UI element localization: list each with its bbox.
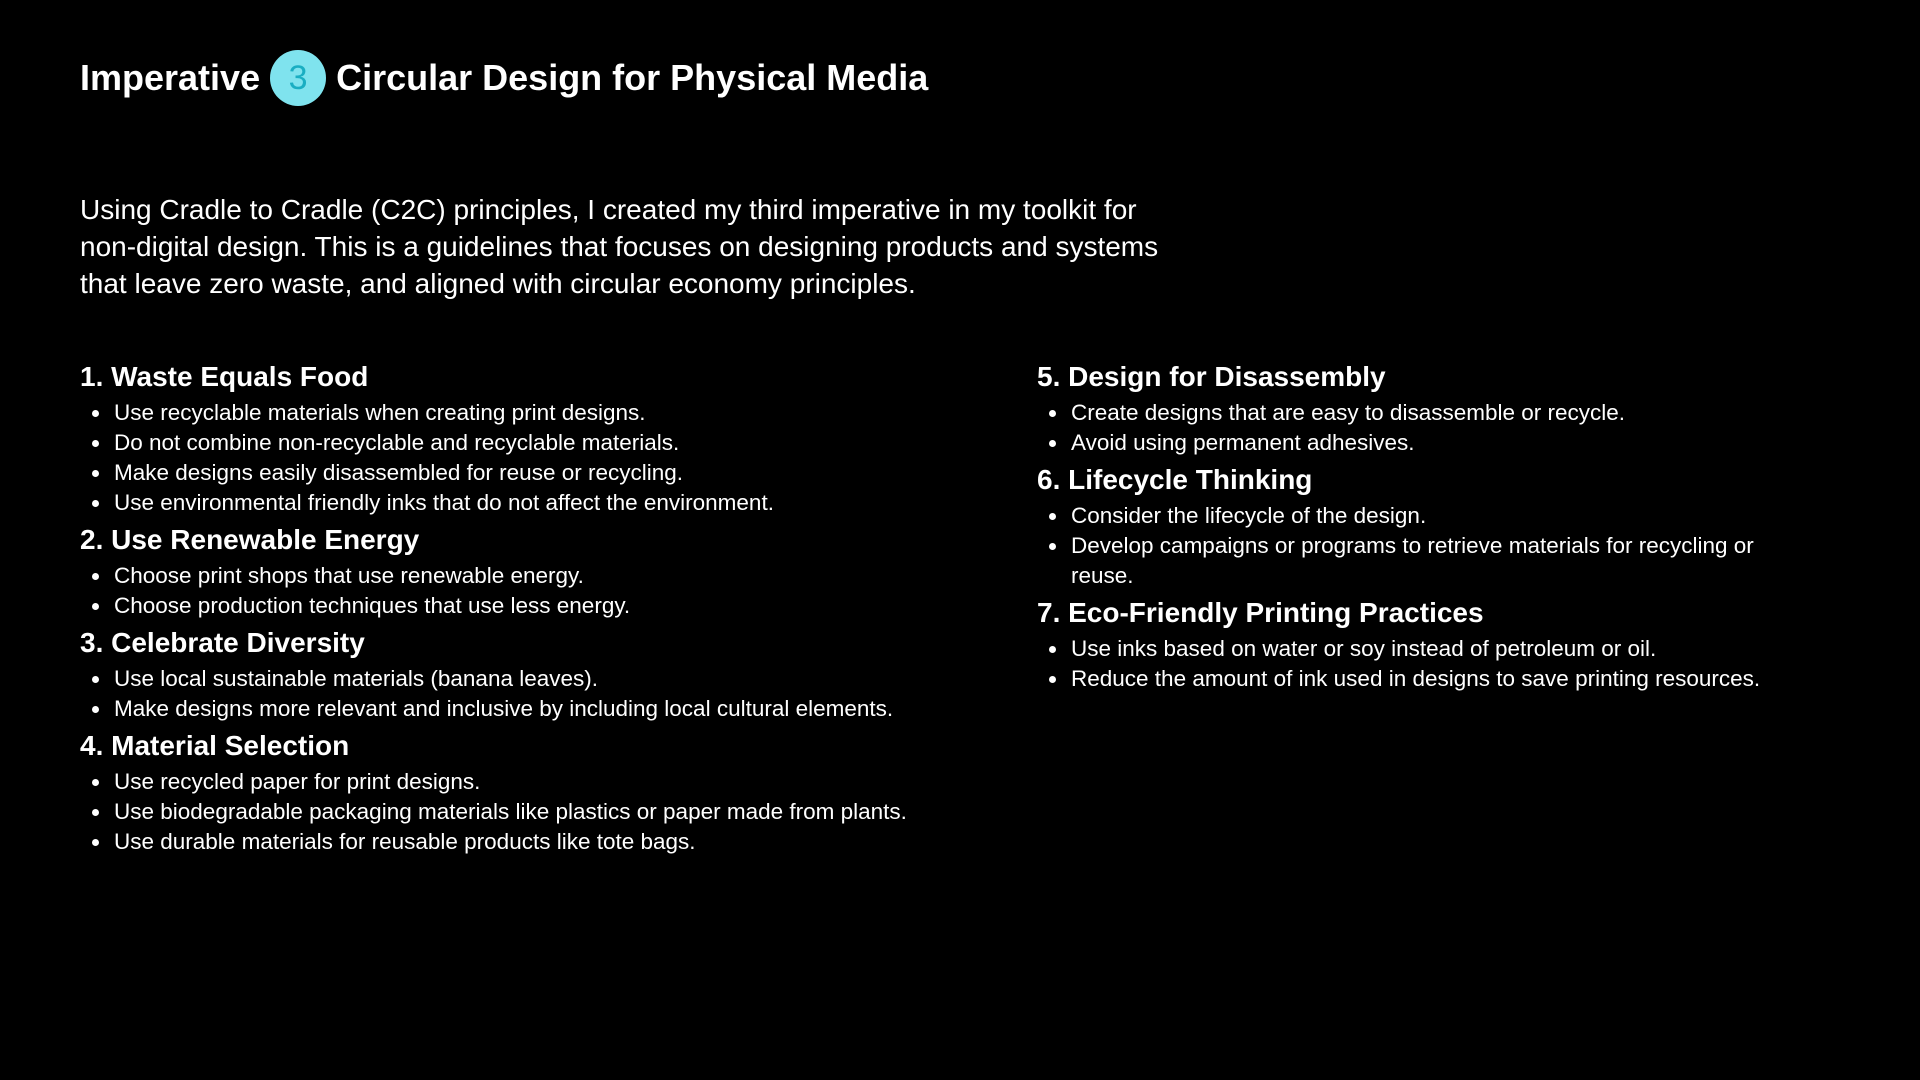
list-item: [1037, 531, 1797, 591]
intro-paragraph: Using Cradle to Cradle (C2C) principles, I created my third imperative in my toolkit for non-digital design. This is a guidelines that focuses on designing products and systems that leave zero waste, and aligned with circular economy principles.: [80, 194, 1159, 299]
bullet-icon: [1049, 646, 1056, 653]
title-prefix: Imperative: [80, 57, 261, 98]
bullet-icon: [1049, 440, 1056, 447]
bullet-text: Use durable materials for reusable products like tote bags.: [114, 829, 696, 854]
list-item: [80, 428, 980, 458]
bullet-text: Do not combine non-recyclable and recyclable materials.: [114, 430, 680, 455]
list-item: [1037, 634, 1797, 664]
bullet-icon: [92, 779, 99, 786]
list-item: [80, 488, 980, 518]
list-item: [80, 827, 980, 857]
bullet-text: Choose print shops that use renewable energy.: [114, 563, 584, 588]
bullet-icon: [1049, 543, 1056, 550]
list-item: [80, 458, 980, 488]
principle-section: [80, 623, 980, 724]
bullet-list: [80, 767, 980, 857]
bullet-text: Create designs that are easy to disassemble or recycle.: [1071, 400, 1626, 425]
bullet-text: Use biodegradable packaging materials like plastics or paper made from plants.: [114, 799, 907, 824]
bullet-icon: [92, 410, 99, 417]
principle-section: [80, 726, 980, 857]
left-column: [80, 357, 980, 859]
bullet-icon: [92, 676, 99, 683]
principle-section: [1037, 357, 1797, 458]
bullet-list: [1037, 501, 1797, 591]
list-item: [1037, 664, 1797, 694]
bullet-text: Avoid using permanent adhesives.: [1071, 430, 1415, 455]
bullet-icon: [92, 839, 99, 846]
principle-section: [1037, 460, 1797, 591]
bullet-text: Use recycled paper for print designs.: [114, 769, 481, 794]
list-item: [80, 398, 980, 428]
bullet-list: [80, 398, 980, 518]
bullet-icon: [92, 470, 99, 477]
bullet-icon: [92, 706, 99, 713]
list-item: [1037, 398, 1797, 428]
list-item: [1037, 501, 1797, 531]
principle-section: [80, 357, 980, 518]
bullet-icon: [92, 500, 99, 507]
bullet-text: Make designs more relevant and inclusive by including local cultural elements.: [114, 696, 894, 721]
bullet-text: Consider the lifecycle of the design.: [1071, 503, 1427, 528]
bullet-icon: [92, 603, 99, 610]
bullet-icon: [92, 573, 99, 580]
section-title: 4. Material Selection: [80, 730, 350, 761]
section-title: 5. Design for Disassembly: [1037, 361, 1386, 392]
bullet-text: Use inks based on water or soy instead of petroleum or oil.: [1071, 636, 1657, 661]
bullet-text: Use recyclable materials when creating print designs.: [114, 400, 646, 425]
list-item: [80, 797, 980, 827]
list-item: [80, 561, 980, 591]
list-item: [80, 591, 980, 621]
bullet-icon: [92, 440, 99, 447]
list-item: [1037, 428, 1797, 458]
bullet-list: [1037, 634, 1797, 694]
section-title: 1. Waste Equals Food: [80, 361, 369, 392]
section-title: 3. Celebrate Diversity: [80, 627, 365, 658]
section-title: 6. Lifecycle Thinking: [1037, 464, 1313, 495]
section-title: 2. Use Renewable Energy: [80, 524, 420, 555]
bullet-text: Choose production techniques that use less energy.: [114, 593, 631, 618]
bullet-text: Make designs easily disassembled for reuse or recycling.: [114, 460, 684, 485]
list-item: [80, 664, 980, 694]
page-title: [80, 50, 928, 106]
imperative-number-badge: 3: [270, 50, 326, 106]
list-item: [80, 694, 980, 724]
bullet-list: [80, 561, 980, 621]
list-item: [80, 767, 980, 797]
bullet-icon: [92, 809, 99, 816]
bullet-icon: [1049, 513, 1056, 520]
bullet-list: [80, 664, 980, 724]
title-suffix: Circular Design for Physical Media: [336, 57, 929, 98]
bullet-list: [1037, 398, 1797, 458]
bullet-icon: [1049, 410, 1056, 417]
principle-section: [1037, 593, 1797, 694]
bullet-text: Reduce the amount of ink used in designs to save printing resources.: [1071, 666, 1761, 691]
right-column: [1037, 357, 1797, 696]
bullet-text: Use local sustainable materials (banana leaves).: [114, 666, 599, 691]
principle-section: [80, 520, 980, 621]
bullet-text: Use environmental friendly inks that do not affect the environment.: [114, 490, 774, 515]
section-title: 7. Eco-Friendly Printing Practices: [1037, 597, 1484, 628]
bullet-icon: [1049, 676, 1056, 683]
bullet-text: Develop campaigns or programs to retrieve materials for recycling or reuse.: [1071, 533, 1754, 588]
